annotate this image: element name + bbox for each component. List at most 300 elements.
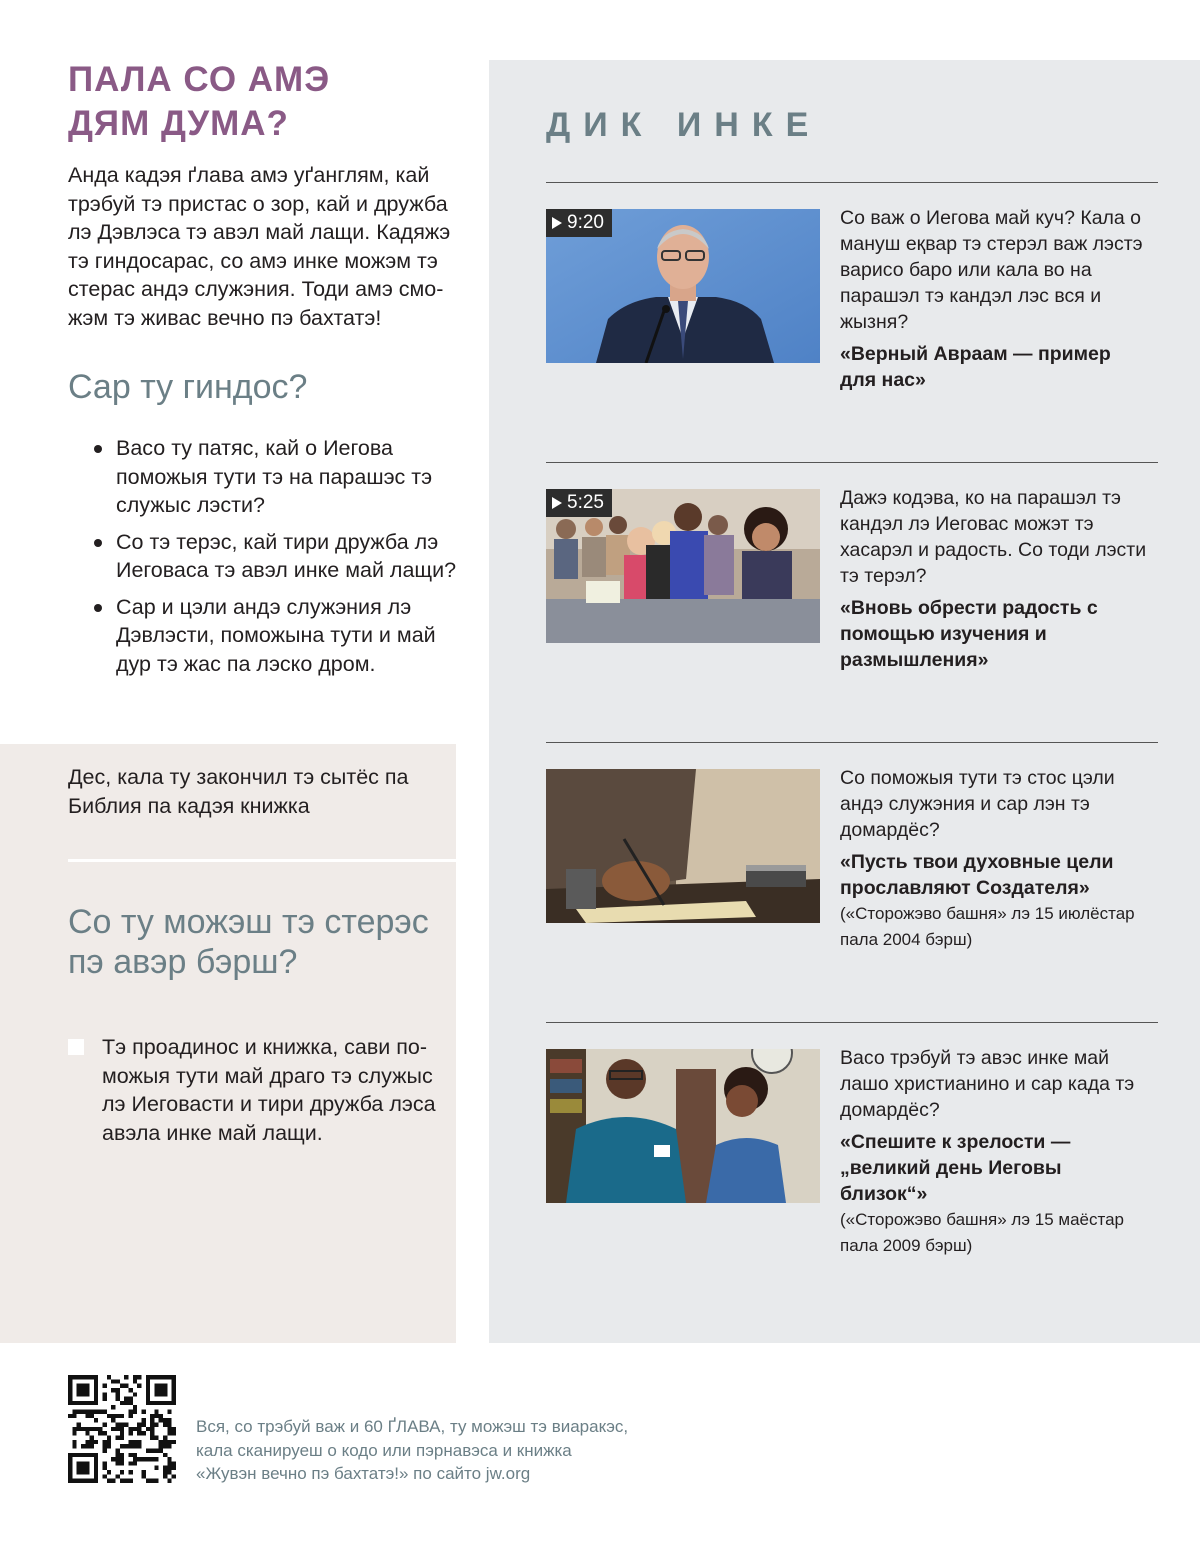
- qr-module: [120, 1384, 124, 1388]
- qr-module: [68, 1414, 72, 1418]
- qr-module: [120, 1470, 124, 1474]
- qr-module: [68, 1392, 72, 1396]
- qr-module: [116, 1379, 120, 1383]
- list-item: [840, 1045, 1152, 1259]
- qr-module: [94, 1401, 98, 1405]
- item-question: Васо трэбуй тэ авэс инке май лашо христианино и сар када тэ домардёс?: [840, 1047, 1135, 1121]
- qr-module: [172, 1379, 176, 1383]
- qr-module: [77, 1461, 81, 1465]
- qr-module: [128, 1461, 132, 1465]
- qr-module: [124, 1444, 128, 1448]
- qr-module: [154, 1423, 158, 1427]
- goal-text: Тэ проадинос и книжка, сави по-можыя тути май драго тэ служыс лэ Иеговасти и тири дружба лэса авэла инке май лащи.: [102, 1035, 436, 1145]
- qr-module: [154, 1448, 158, 1452]
- qr-module: [154, 1457, 158, 1461]
- qr-module: [68, 1470, 72, 1474]
- qr-module: [154, 1414, 158, 1418]
- qr-module: [107, 1440, 111, 1444]
- qr-module: [103, 1397, 107, 1401]
- qr-module: [94, 1388, 98, 1392]
- qr-module: [116, 1474, 120, 1478]
- duration-badge: [546, 209, 612, 237]
- item-title-link[interactable]: «Пусть твои духовные цели прославляют Создателя»: [840, 851, 1114, 899]
- qr-module: [103, 1448, 107, 1452]
- recall-list: [90, 434, 460, 686]
- qr-module: [98, 1410, 102, 1414]
- qr-module: [72, 1440, 76, 1444]
- qr-module: [85, 1453, 89, 1457]
- qr-module: [124, 1479, 128, 1483]
- qr-module: [146, 1448, 150, 1452]
- qr-module: [128, 1414, 132, 1418]
- qr-module: [94, 1461, 98, 1465]
- qr-module: [133, 1379, 137, 1383]
- qr-module: [107, 1375, 111, 1379]
- qr-module: [107, 1470, 111, 1474]
- qr-module: [85, 1461, 89, 1465]
- qr-module: [154, 1479, 158, 1483]
- qr-module: [77, 1466, 81, 1470]
- qr-module: [146, 1457, 150, 1461]
- qr-module: [94, 1375, 98, 1379]
- qr-module: [137, 1375, 141, 1379]
- qr-module: [172, 1474, 176, 1478]
- qr-module: [81, 1427, 85, 1431]
- qr-module: [94, 1440, 98, 1444]
- qr-module: [68, 1479, 72, 1483]
- qr-module: [85, 1440, 89, 1444]
- qr-module: [94, 1418, 98, 1422]
- item-title-link[interactable]: «Вновь обрести радость с помощью изучения и размышления»: [840, 597, 1098, 671]
- qr-module: [85, 1470, 89, 1474]
- qr-module: [141, 1418, 145, 1422]
- qr-module: [150, 1375, 154, 1379]
- qr-module: [150, 1431, 154, 1435]
- qr-module: [98, 1431, 102, 1435]
- qr-module: [81, 1392, 85, 1396]
- qr-module: [85, 1427, 89, 1431]
- qr-module: [120, 1435, 124, 1439]
- qr-module: [146, 1397, 150, 1401]
- qr-module: [137, 1431, 141, 1435]
- qr-module: [90, 1444, 94, 1448]
- footer-note-line1: Вся, со трэбуй важ и 60 ҐЛАВА, ту можэш тэ виаракэс,: [196, 1417, 629, 1436]
- qr-module: [111, 1427, 115, 1431]
- qr-module: [68, 1466, 72, 1470]
- qr-module: [172, 1440, 176, 1444]
- recall-item-text: Со тэ терэс, кай тири дружба лэ Иеговаса тэ авэл инке май лащи?: [116, 529, 457, 582]
- qr-module: [81, 1375, 85, 1379]
- qr-module: [163, 1401, 167, 1405]
- qr-module: [111, 1405, 115, 1409]
- qr-module: [146, 1401, 150, 1405]
- qr-module: [120, 1423, 124, 1427]
- qr-module: [81, 1466, 85, 1470]
- qr-module: [90, 1414, 94, 1418]
- qr-module: [128, 1453, 132, 1457]
- qr-module: [77, 1479, 81, 1483]
- qr-module: [68, 1384, 72, 1388]
- qr-module: [103, 1440, 107, 1444]
- qr-module: [154, 1466, 158, 1470]
- qr-module: [94, 1470, 98, 1474]
- summary-text: Анда кадэя ґлава амэ уґанглям, кай трэбуй тэ пристас о зор, кай и дружба лэ Дэвлэса тэ авэл май лащи. Кадяжэ тэ гиндосарас, со амэ инке можэм тэ стерас андэ служэния. Тоди амэ смо-жэм тэ живас вечно пэ бахтатэ!: [68, 163, 451, 330]
- qr-module: [154, 1384, 158, 1388]
- qr-module: [141, 1423, 145, 1427]
- qr-module: [167, 1461, 171, 1465]
- qr-module: [150, 1414, 154, 1418]
- qr-module: [163, 1444, 167, 1448]
- qr-module: [167, 1440, 171, 1444]
- qr-module: [94, 1397, 98, 1401]
- list-item: [90, 434, 460, 520]
- qr-module: [77, 1453, 81, 1457]
- qr-code[interactable]: [68, 1375, 176, 1483]
- qr-module: [94, 1479, 98, 1483]
- qr-module: [90, 1427, 94, 1431]
- qr-module: [159, 1444, 163, 1448]
- qr-module: [120, 1401, 124, 1405]
- qr-module: [154, 1410, 158, 1414]
- goal-checkbox[interactable]: [68, 1039, 84, 1055]
- qr-module: [128, 1388, 132, 1392]
- qr-module: [94, 1474, 98, 1478]
- qr-module: [103, 1431, 107, 1435]
- qr-module: [172, 1375, 176, 1379]
- article-thumbnail-maturity[interactable]: [546, 1049, 820, 1203]
- qr-module: [172, 1392, 176, 1396]
- qr-module: [107, 1414, 111, 1418]
- qr-module: [94, 1392, 98, 1396]
- qr-module: [172, 1388, 176, 1392]
- qr-module: [90, 1479, 94, 1483]
- qr-module: [107, 1479, 111, 1483]
- item-question: Со важ о Иегова май куч? Кала о мануш еқвар тэ стерэл важ лэстэ варисо баро или кала во на парашэл тэ кандэл лэс вся и жызня?: [840, 207, 1143, 333]
- list-item: [90, 593, 460, 679]
- divider: [68, 859, 456, 862]
- recall-item-text: Сар и цэли андэ служэния лэ Дэвлэсти, поможына тути и май дур тэ жас па лэско дром.: [116, 594, 436, 676]
- qr-module: [163, 1440, 167, 1444]
- duration-badge: [546, 489, 612, 517]
- qr-module: [159, 1388, 163, 1392]
- qr-module: [128, 1440, 132, 1444]
- qr-module: [141, 1431, 145, 1435]
- qr-module: [146, 1388, 150, 1392]
- qr-module: [98, 1427, 102, 1431]
- qr-module: [159, 1392, 163, 1396]
- divider: [546, 462, 1158, 463]
- qr-module: [103, 1392, 107, 1396]
- qr-module: [159, 1414, 163, 1418]
- qr-module: [167, 1470, 171, 1474]
- qr-module: [133, 1405, 137, 1409]
- qr-module: [94, 1453, 98, 1457]
- item-title-link[interactable]: «Верный Авраам — пример для нас»: [840, 343, 1111, 391]
- footer-note-line2: кала сканируеш о кодо или пэрнавэса и книжка: [196, 1440, 572, 1460]
- qr-module: [128, 1401, 132, 1405]
- qr-module: [141, 1457, 145, 1461]
- qr-module: [137, 1384, 141, 1388]
- qr-module: [146, 1427, 150, 1431]
- qr-module: [154, 1401, 158, 1405]
- qr-module: [141, 1410, 145, 1414]
- qr-module: [68, 1397, 72, 1401]
- qr-module: [133, 1440, 137, 1444]
- qr-module: [103, 1474, 107, 1478]
- future-title: Со ту можэш тэ стерэс пэ авэр бэрш?: [68, 903, 429, 981]
- item-source: («Сторожэво башня» лэ 15 июлёстар пала 2004 бэрш): [840, 904, 1135, 949]
- qr-module: [163, 1474, 167, 1478]
- qr-module: [146, 1384, 150, 1388]
- qr-module: [133, 1457, 137, 1461]
- qr-module: [77, 1375, 81, 1379]
- qr-module: [81, 1479, 85, 1483]
- qr-module: [85, 1444, 89, 1448]
- qr-module: [72, 1414, 76, 1418]
- qr-module: [154, 1388, 158, 1392]
- qr-module: [107, 1435, 111, 1439]
- qr-module: [146, 1392, 150, 1396]
- qr-module: [94, 1427, 98, 1431]
- footer-note: [196, 1415, 716, 1486]
- qr-module: [163, 1388, 167, 1392]
- qr-module: [141, 1470, 145, 1474]
- qr-module: [116, 1457, 120, 1461]
- qr-module: [72, 1453, 76, 1457]
- qr-module: [167, 1410, 171, 1414]
- qr-module: [81, 1401, 85, 1405]
- qr-module: [159, 1448, 163, 1452]
- divider: [546, 182, 1158, 183]
- qr-module: [124, 1397, 128, 1401]
- play-icon: [552, 497, 562, 509]
- qr-module: [128, 1470, 132, 1474]
- qr-module: [77, 1427, 81, 1431]
- item-title-link[interactable]: «Спешите к зрелости — „великий день Иеговы близок“»: [840, 1131, 1071, 1205]
- qr-module: [154, 1375, 158, 1379]
- qr-module: [150, 1401, 154, 1405]
- qr-module: [159, 1440, 163, 1444]
- qr-module: [77, 1401, 81, 1405]
- qr-module: [159, 1384, 163, 1388]
- play-icon: [552, 217, 562, 229]
- qr-module: [111, 1414, 115, 1418]
- qr-module: [72, 1431, 76, 1435]
- qr-module: [94, 1457, 98, 1461]
- qr-module: [116, 1423, 120, 1427]
- qr-module: [146, 1379, 150, 1383]
- qr-module: [163, 1423, 167, 1427]
- qr-module: [120, 1461, 124, 1465]
- qr-module: [167, 1431, 171, 1435]
- qr-module: [150, 1427, 154, 1431]
- qr-module: [68, 1461, 72, 1465]
- footer-note-line3: «Жувэн вечно пэ бахтатэ!» по сайто jw.org: [196, 1464, 531, 1483]
- qr-module: [94, 1384, 98, 1388]
- qr-module: [72, 1401, 76, 1405]
- qr-module: [103, 1384, 107, 1388]
- qr-module: [68, 1474, 72, 1478]
- qr-module: [167, 1457, 171, 1461]
- qr-module: [77, 1388, 81, 1392]
- summary-title-line1: ПАЛА СО АМЭ: [68, 60, 331, 99]
- qr-module: [163, 1418, 167, 1422]
- qr-module: [116, 1435, 120, 1439]
- list-item: [90, 528, 460, 585]
- qr-module: [68, 1457, 72, 1461]
- qr-module: [124, 1375, 128, 1379]
- qr-module: [85, 1431, 89, 1435]
- qr-module: [68, 1453, 72, 1457]
- qr-module: [133, 1444, 137, 1448]
- qr-module: [167, 1423, 171, 1427]
- qr-module: [163, 1375, 167, 1379]
- qr-module: [116, 1453, 120, 1457]
- qr-module: [146, 1479, 150, 1483]
- recall-item-text: Васо ту патяс, кай о Иегова поможыя тути тэ на парашэс тэ служыс лэсти?: [116, 436, 433, 517]
- qr-module: [154, 1435, 158, 1439]
- qr-module: [68, 1379, 72, 1383]
- qr-module: [172, 1384, 176, 1388]
- qr-module: [77, 1384, 81, 1388]
- qr-module: [163, 1453, 167, 1457]
- qr-module: [111, 1379, 115, 1383]
- qr-module: [120, 1457, 124, 1461]
- qr-module: [137, 1423, 141, 1427]
- qr-module: [111, 1457, 115, 1461]
- qr-module: [150, 1457, 154, 1461]
- qr-module: [103, 1461, 107, 1465]
- qr-module: [137, 1457, 141, 1461]
- qr-module: [77, 1410, 81, 1414]
- qr-module: [137, 1440, 141, 1444]
- qr-module: [128, 1479, 132, 1483]
- qr-module: [163, 1392, 167, 1396]
- qr-module: [159, 1401, 163, 1405]
- qr-module: [90, 1375, 94, 1379]
- qr-module: [128, 1427, 132, 1431]
- qr-module: [128, 1444, 132, 1448]
- qr-module: [81, 1388, 85, 1392]
- qr-module: [103, 1423, 107, 1427]
- qr-module: [133, 1375, 137, 1379]
- qr-module: [150, 1479, 154, 1483]
- qr-module: [94, 1410, 98, 1414]
- qr-module: [111, 1388, 115, 1392]
- qr-module: [90, 1401, 94, 1405]
- item-question: Со поможыя тути тэ стос цэли андэ служэния и сар лэн тэ домардёс?: [840, 767, 1115, 841]
- qr-module: [81, 1384, 85, 1388]
- qr-module: [172, 1427, 176, 1431]
- qr-module: [172, 1431, 176, 1435]
- article-thumbnail-goals[interactable]: [546, 769, 820, 923]
- summary-title: [68, 58, 448, 146]
- bullet-icon: [94, 445, 102, 453]
- qr-module: [150, 1435, 154, 1439]
- qr-module: [77, 1470, 81, 1474]
- qr-module: [137, 1444, 141, 1448]
- qr-module: [167, 1418, 171, 1422]
- list-item: [840, 485, 1152, 673]
- qr-module: [167, 1427, 171, 1431]
- video-thumbnail-abraham[interactable]: [546, 209, 820, 363]
- qr-module: [81, 1461, 85, 1465]
- qr-module: [68, 1401, 72, 1405]
- qr-module: [72, 1410, 76, 1414]
- qr-module: [85, 1384, 89, 1388]
- list-item: [840, 205, 1152, 393]
- qr-module: [103, 1466, 107, 1470]
- qr-module: [167, 1444, 171, 1448]
- qr-module: [85, 1414, 89, 1418]
- qr-module: [77, 1392, 81, 1396]
- qr-module: [85, 1401, 89, 1405]
- qr-module: [172, 1401, 176, 1405]
- qr-module: [90, 1453, 94, 1457]
- divider: [546, 1022, 1158, 1023]
- task-text: Дес, кала ту закончил тэ сытёс па Библия па кадэя книжка: [68, 765, 409, 818]
- qr-module: [150, 1418, 154, 1422]
- qr-module: [85, 1392, 89, 1396]
- qr-module: [124, 1401, 128, 1405]
- recall-title: Сар ту гиндос?: [68, 368, 308, 406]
- qr-module: [68, 1375, 72, 1379]
- qr-module: [120, 1444, 124, 1448]
- qr-module: [172, 1466, 176, 1470]
- qr-module: [167, 1466, 171, 1470]
- duration-label: 5:25: [567, 492, 604, 513]
- qr-module: [68, 1388, 72, 1392]
- qr-module: [103, 1444, 107, 1448]
- qr-module: [85, 1375, 89, 1379]
- qr-module: [172, 1397, 176, 1401]
- qr-module: [150, 1448, 154, 1452]
- qr-module: [116, 1448, 120, 1452]
- qr-module: [167, 1401, 171, 1405]
- qr-module: [85, 1479, 89, 1483]
- qr-module: [111, 1418, 115, 1422]
- qr-module: [116, 1388, 120, 1392]
- qr-module: [120, 1431, 124, 1435]
- qr-module: [85, 1466, 89, 1470]
- qr-module: [72, 1444, 76, 1448]
- qr-module: [133, 1392, 137, 1396]
- qr-module: [137, 1427, 141, 1431]
- qr-module: [116, 1427, 120, 1431]
- qr-module: [128, 1431, 132, 1435]
- qr-module: [133, 1453, 137, 1457]
- bullet-icon: [94, 604, 102, 612]
- qr-module: [120, 1414, 124, 1418]
- qr-module: [81, 1444, 85, 1448]
- qr-module: [154, 1392, 158, 1396]
- qr-module: [124, 1384, 128, 1388]
- qr-module: [107, 1444, 111, 1448]
- qr-module: [163, 1384, 167, 1388]
- qr-module: [81, 1453, 85, 1457]
- qr-module: [85, 1410, 89, 1414]
- qr-module: [133, 1410, 137, 1414]
- qr-module: [72, 1479, 76, 1483]
- qr-module: [172, 1461, 176, 1465]
- qr-module: [163, 1435, 167, 1439]
- more-title: ДИК ИНКЕ: [546, 106, 822, 144]
- video-thumbnail-joy[interactable]: [546, 489, 820, 643]
- qr-module: [128, 1410, 132, 1414]
- qr-module: [72, 1427, 76, 1431]
- summary-title-line2: ДЯМ ДУМА?: [68, 104, 289, 143]
- qr-module: [150, 1423, 154, 1427]
